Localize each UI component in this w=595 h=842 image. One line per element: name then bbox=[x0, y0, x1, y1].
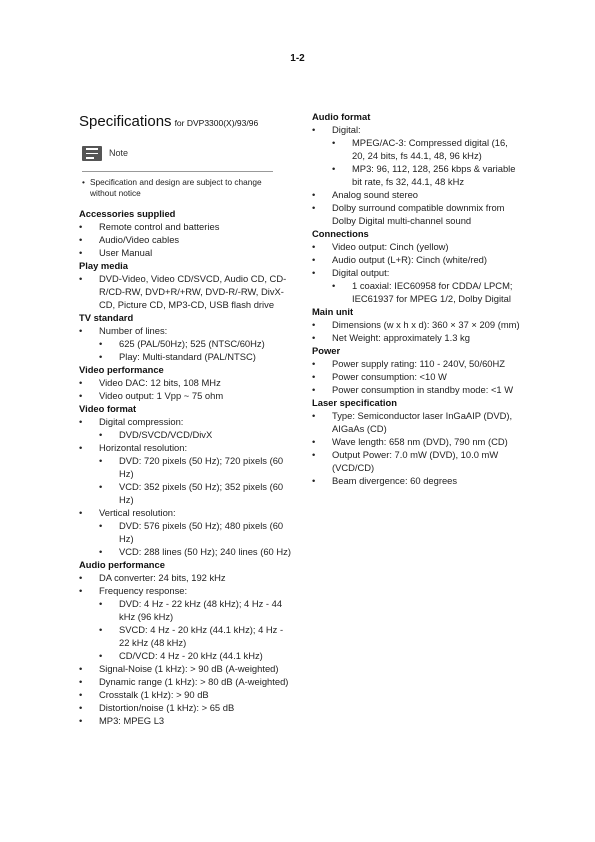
spec-sublist bbox=[99, 597, 291, 662]
section-heading: Video performance bbox=[79, 364, 164, 375]
bullet-icon: • bbox=[332, 280, 336, 291]
bullet-icon: • bbox=[99, 624, 103, 635]
section-heading: Video format bbox=[79, 403, 137, 414]
spec-item bbox=[79, 376, 291, 389]
bullet-icon: • bbox=[99, 598, 103, 609]
spec-list bbox=[79, 571, 291, 727]
spec-item bbox=[79, 441, 291, 454]
note-item bbox=[82, 177, 273, 198]
spec-item-text: Dolby surround compatible downmix from Dolby Digital multi-channel sound bbox=[332, 202, 505, 226]
spec-list bbox=[79, 324, 291, 363]
note-icon bbox=[82, 146, 102, 161]
spec-item-text: Video output: 1 Vpp ~ 75 ohm bbox=[99, 390, 224, 401]
spec-subitem bbox=[332, 279, 522, 305]
spec-subitem bbox=[99, 428, 291, 441]
spec-item-text: Video DAC: 12 bits, 108 MHz bbox=[99, 377, 221, 388]
spec-subitem bbox=[99, 350, 291, 363]
spec-item bbox=[79, 233, 291, 246]
bullet-icon: • bbox=[79, 507, 83, 518]
section-heading: Laser specification bbox=[312, 397, 397, 408]
spec-item-text: Video output: Cinch (yellow) bbox=[332, 241, 449, 252]
spec-item-text: MP3: MPEG L3 bbox=[99, 715, 165, 726]
bullet-icon: • bbox=[99, 351, 103, 362]
bullet-icon: • bbox=[99, 650, 103, 661]
spec-item-text: Digital compression: bbox=[99, 416, 184, 427]
spec-sublist bbox=[99, 337, 291, 363]
spec-subitem-text: Play: Multi-standard (PAL/NTSC) bbox=[119, 351, 256, 362]
section-heading: Power bbox=[312, 345, 341, 356]
page-subtitle: for DVP3300(X)/93/96 bbox=[174, 118, 259, 128]
spec-item-text: Dynamic range (1 kHz): > 80 dB (A-weighted) bbox=[99, 676, 289, 687]
spec-item-text: Audio/Video cables bbox=[99, 234, 180, 245]
spec-item-text: Analog sound stereo bbox=[332, 189, 419, 200]
bullet-icon: • bbox=[79, 585, 83, 596]
title-row bbox=[79, 115, 291, 130]
bullet-icon: • bbox=[312, 254, 316, 265]
bullet-icon: • bbox=[79, 572, 83, 583]
spec-list bbox=[79, 415, 291, 558]
bullet-icon: • bbox=[312, 241, 316, 252]
spec-item-text: Remote control and batteries bbox=[99, 221, 220, 232]
bullet-icon: • bbox=[79, 390, 83, 401]
bullet-icon: • bbox=[312, 371, 316, 382]
bullet-icon: • bbox=[79, 234, 83, 245]
spec-item bbox=[79, 584, 291, 597]
spec-subitem bbox=[99, 623, 291, 649]
bullet-icon: • bbox=[79, 377, 83, 388]
spec-subitem-text: 1 coaxial: IEC60958 for CDDA/ LPCM; IEC61937 for MPEG 1/2, Dolby Digital bbox=[352, 280, 513, 304]
spec-item bbox=[79, 701, 291, 714]
bullet-icon: • bbox=[79, 689, 83, 700]
spec-subitem bbox=[99, 337, 291, 350]
bullet-icon: • bbox=[312, 319, 316, 330]
bullet-icon: • bbox=[312, 410, 316, 421]
spec-sublist bbox=[332, 136, 522, 188]
spec-item-text: Wave length: 658 nm (DVD), 790 nm (CD) bbox=[332, 436, 508, 447]
spec-item-text: Net Weight: approximately 1.3 kg bbox=[332, 332, 470, 343]
spec-subitem bbox=[332, 162, 522, 188]
bullet-icon: • bbox=[79, 442, 83, 453]
spec-item bbox=[312, 409, 522, 435]
bullet-icon: • bbox=[312, 332, 316, 343]
spec-item bbox=[79, 688, 291, 701]
bullet-icon: • bbox=[99, 429, 103, 440]
spec-item-text: Power consumption in standby mode: <1 W bbox=[332, 384, 514, 395]
spec-item-text: Type: Semiconductor laser InGaAIP (DVD), AIGaAs (CD) bbox=[332, 410, 513, 434]
spec-item bbox=[79, 220, 291, 233]
bullet-icon: • bbox=[312, 436, 316, 447]
spec-subitem-text: DVD: 4 Hz - 22 kHz (48 kHz); 4 Hz - 44 kHz (96 kHz) bbox=[119, 598, 283, 622]
note-box bbox=[82, 144, 273, 198]
spec-item-text: User Manual bbox=[99, 247, 153, 258]
spec-item-text: Digital output: bbox=[332, 267, 390, 278]
spec-item bbox=[79, 675, 291, 688]
bullet-icon: • bbox=[312, 449, 316, 460]
spec-sublist bbox=[99, 454, 291, 506]
spec-item bbox=[312, 474, 522, 487]
page-title: Specifications bbox=[79, 113, 172, 130]
spec-item bbox=[312, 383, 522, 396]
spec-item bbox=[312, 357, 522, 370]
bullet-icon: • bbox=[82, 177, 85, 187]
bullet-icon: • bbox=[79, 715, 83, 726]
right-spec-sections bbox=[312, 110, 522, 487]
spec-item bbox=[79, 662, 291, 675]
spec-item bbox=[312, 266, 522, 279]
bullet-icon: • bbox=[332, 137, 336, 148]
page-number: 1-2 bbox=[290, 53, 305, 64]
spec-subitem-text: DVD: 576 pixels (50 Hz); 480 pixels (60 Hz) bbox=[119, 520, 284, 544]
spec-item-text: Digital: bbox=[332, 124, 361, 135]
section-heading: Play media bbox=[79, 260, 128, 271]
spec-item-text: DVD-Video, Video CD/SVCD, Audio CD, CD-R/CD-RW, DVD+R/+RW, DVD-R/-RW, DivX-CD, Picture CD, MP3-CD, USB flash drive bbox=[99, 273, 287, 310]
spec-item-text: Beam divergence: 60 degrees bbox=[332, 475, 458, 486]
bullet-icon: • bbox=[312, 267, 316, 278]
spec-list bbox=[79, 376, 291, 402]
spec-item bbox=[79, 571, 291, 584]
spec-subitem-text: MP3: 96, 112, 128, 256 kbps & variable bit rate, fs 32, 44.1, 48 kHz bbox=[352, 163, 516, 187]
spec-item bbox=[312, 201, 522, 227]
bullet-icon: • bbox=[312, 189, 316, 200]
spec-item-text: DA converter: 24 bits, 192 kHz bbox=[99, 572, 226, 583]
spec-item-text: Frequency response: bbox=[99, 585, 188, 596]
bullet-icon: • bbox=[312, 358, 316, 369]
bullet-icon: • bbox=[312, 475, 316, 486]
spec-item bbox=[79, 415, 291, 428]
bullet-icon: • bbox=[99, 520, 103, 531]
spec-item-text: Output Power: 7.0 mW (DVD), 10.0 mW (VCD/CD) bbox=[332, 449, 499, 473]
spec-subitem-text: MPEG/AC-3: Compressed digital (16, 20, 24 bits, fs 44.1, 48, 96 kHz) bbox=[352, 137, 508, 161]
note-body bbox=[82, 171, 273, 198]
bullet-icon: • bbox=[79, 676, 83, 687]
bullet-icon: • bbox=[79, 221, 83, 232]
section-heading: Connections bbox=[312, 228, 369, 239]
spec-item-text: Signal-Noise (1 kHz): > 90 dB (A-weighted) bbox=[99, 663, 279, 674]
spec-item bbox=[312, 240, 522, 253]
left-column bbox=[79, 110, 291, 727]
spec-list bbox=[312, 240, 522, 305]
spec-item-text: Vertical resolution: bbox=[99, 507, 176, 518]
note-header bbox=[82, 144, 273, 163]
bullet-icon: • bbox=[312, 384, 316, 395]
bullet-icon: • bbox=[99, 481, 103, 492]
spec-sublist bbox=[99, 519, 291, 558]
section-heading: TV standard bbox=[79, 312, 134, 323]
spec-subitem-text: SVCD: 4 Hz - 20 kHz (44.1 kHz); 4 Hz - 22 kHz (48 kHz) bbox=[119, 624, 284, 648]
spec-subitem bbox=[99, 545, 291, 558]
spec-item bbox=[312, 370, 522, 383]
spec-item bbox=[312, 435, 522, 448]
section-heading: Audio performance bbox=[79, 559, 165, 570]
bullet-icon: • bbox=[99, 455, 103, 466]
left-spec-sections bbox=[79, 207, 291, 727]
spec-item-text: Horizontal resolution: bbox=[99, 442, 188, 453]
spec-item bbox=[79, 389, 291, 402]
spec-item-text: Power supply rating: 110 - 240V, 50/60HZ bbox=[332, 358, 506, 369]
note-item-text: Specification and design are subject to change without notice bbox=[90, 177, 262, 198]
bullet-icon: • bbox=[79, 247, 83, 258]
spec-sublist bbox=[99, 428, 291, 441]
spec-list bbox=[79, 272, 291, 311]
bullet-icon: • bbox=[79, 325, 83, 336]
spec-item-text: Crosstalk (1 kHz): > 90 dB bbox=[99, 689, 209, 700]
spec-subitem-text: DVD: 720 pixels (50 Hz); 720 pixels (60 Hz) bbox=[119, 455, 284, 479]
bullet-icon: • bbox=[79, 702, 83, 713]
right-column bbox=[312, 110, 522, 487]
bullet-icon: • bbox=[312, 202, 316, 213]
spec-subitem-text: VCD: 288 lines (50 Hz); 240 lines (60 Hz) bbox=[119, 546, 291, 557]
spec-subitem bbox=[99, 454, 291, 480]
spec-subitem-text: CD/VCD: 4 Hz - 20 kHz (44.1 kHz) bbox=[119, 650, 263, 661]
spec-item bbox=[79, 324, 291, 337]
spec-item-text: Number of lines: bbox=[99, 325, 168, 336]
bullet-icon: • bbox=[312, 124, 316, 135]
spec-subitem-text: VCD: 352 pixels (50 Hz); 352 pixels (60 Hz) bbox=[119, 481, 284, 505]
spec-list bbox=[312, 409, 522, 487]
bullet-icon: • bbox=[79, 416, 83, 427]
spec-subitem bbox=[99, 649, 291, 662]
spec-list bbox=[312, 318, 522, 344]
bullet-icon: • bbox=[99, 338, 103, 349]
spec-subitem bbox=[99, 519, 291, 545]
spec-item-text: Audio output (L+R): Cinch (white/red) bbox=[332, 254, 488, 265]
bullet-icon: • bbox=[99, 546, 103, 557]
spec-item bbox=[79, 714, 291, 727]
spec-item bbox=[79, 506, 291, 519]
spec-subitem bbox=[332, 136, 522, 162]
section-heading: Audio format bbox=[312, 111, 371, 122]
spec-item-text: Distortion/noise (1 kHz): > 65 dB bbox=[99, 702, 235, 713]
note-label: Note bbox=[109, 148, 129, 158]
spec-item-text: Dimensions (w x h x d): 360 × 37 × 209 (mm) bbox=[332, 319, 520, 330]
spec-subitem-text: DVD/SVCD/VCD/DivX bbox=[119, 429, 213, 440]
spec-item bbox=[312, 318, 522, 331]
spec-item-text: Power consumption: <10 W bbox=[332, 371, 447, 382]
section-heading: Accessories supplied bbox=[79, 208, 176, 219]
spec-item bbox=[312, 123, 522, 136]
spec-subitem-text: 625 (PAL/50Hz); 525 (NTSC/60Hz) bbox=[119, 338, 265, 349]
section-heading: Main unit bbox=[312, 306, 354, 317]
spec-list bbox=[312, 123, 522, 227]
spec-item bbox=[312, 188, 522, 201]
spec-subitem bbox=[99, 480, 291, 506]
spec-list bbox=[79, 220, 291, 259]
spec-item bbox=[312, 331, 522, 344]
spec-item bbox=[312, 448, 522, 474]
spec-list bbox=[312, 357, 522, 396]
bullet-icon: • bbox=[79, 273, 83, 284]
bullet-icon: • bbox=[79, 663, 83, 674]
bullet-icon: • bbox=[332, 163, 336, 174]
spec-item bbox=[79, 246, 291, 259]
spec-item bbox=[312, 253, 522, 266]
spec-item bbox=[79, 272, 291, 311]
spec-subitem bbox=[99, 597, 291, 623]
spec-sublist bbox=[332, 279, 522, 305]
